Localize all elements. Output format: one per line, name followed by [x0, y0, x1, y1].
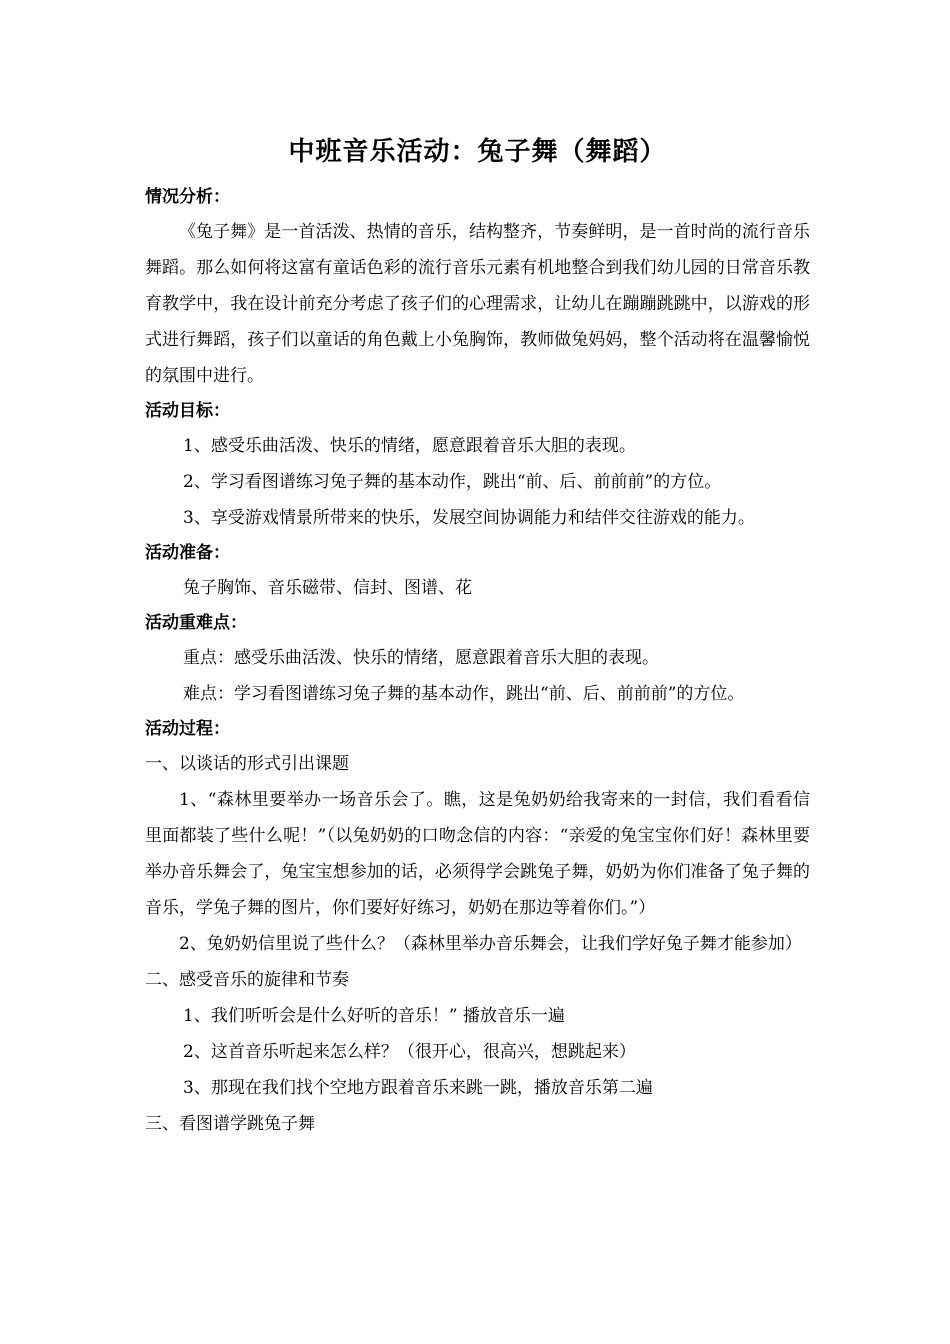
process-part-2-item-3: 3、那现在我们找个空地方跟着音乐来跳一跳，播放音乐第二遍	[183, 1078, 653, 1098]
analysis-paragraph: 《兔子舞》是一首活泼、热情的音乐，结构整齐，节奏鲜明，是一首时尚的流行音乐舞蹈。那么如何将这富有童话色彩的流行音乐元素有机地整合到我们幼儿园的日常音乐教育教学中，我在设计前充分考虑了孩子们的心理需求，让幼儿在蹦蹦跳跳中，以游戏的形式进行舞蹈，孩子们以童话的角色戴上小兔胸饰，教师做兔妈妈，整个活动将在温馨愉悦的氛围中进行。	[145, 222, 810, 386]
goal-item-2: 2、学习看图谱练习兔子舞的基本动作，跳出“前、后、前前前”的方位。	[183, 472, 722, 492]
process-part-2-item-1: 1、我们听听会是什么好听的音乐！” 播放音乐一遍	[183, 1006, 565, 1026]
process-part-1-title: 一、以谈话的形式引出课题	[145, 754, 349, 774]
goal-item-1: 1、感受乐曲活泼、快乐的情绪，愿意跟着音乐大胆的表现。	[183, 436, 636, 456]
difficult-point: 难点：学习看图谱练习兔子舞的基本动作，跳出“前、后、前前前”的方位。	[183, 684, 745, 704]
goal-item-3: 3、享受游戏情景所带来的快乐，发展空间协调能力和结伴交往游戏的能力。	[183, 508, 755, 528]
section-heading-keypoints: 活动重难点：	[145, 613, 247, 633]
process-part-3-title: 三、看图谱学跳兔子舞	[145, 1114, 315, 1134]
process-part-2-title: 二、感受音乐的旋律和节奏	[145, 970, 349, 990]
preparation-text: 兔子胸饰、音乐磁带、信封、图谱、花	[183, 578, 472, 598]
page-title: 中班音乐活动：兔子舞（舞蹈）	[288, 137, 667, 167]
section-heading-goals: 活动目标：	[145, 401, 230, 421]
process-part-1-paragraph-1: 1、“森林里要举办一场音乐会了。瞧，这是兔奶奶给我寄来的一封信，我们看看信里面都装了些什么呢！”（以兔奶奶的口吻念信的内容：“亲爱的兔宝宝你们好！森林里要举办音乐舞会了，兔宝宝想参加的话，必须得学会跳兔子舞，奶奶为你们准备了兔子舞的音乐，学兔子舞的图片，你们要好好练习，奶奶在那边等着你们。”）	[145, 790, 810, 918]
section-heading-analysis: 情况分析：	[145, 187, 230, 207]
document-page	[145, 118, 810, 1142]
process-part-1-paragraph-2: 2、兔奶奶信里说了些什么？（森林里举办音乐舞会，让我们学好兔子舞才能参加）	[179, 934, 802, 954]
section-heading-preparation: 活动准备：	[145, 543, 230, 563]
section-heading-process: 活动过程：	[145, 719, 230, 739]
key-point: 重点：感受乐曲活泼、快乐的情绪，愿意跟着音乐大胆的表现。	[183, 648, 659, 668]
process-part-2-item-2: 2、这首音乐听起来怎么样？（很开心，很高兴，想跳起来）	[183, 1042, 636, 1062]
